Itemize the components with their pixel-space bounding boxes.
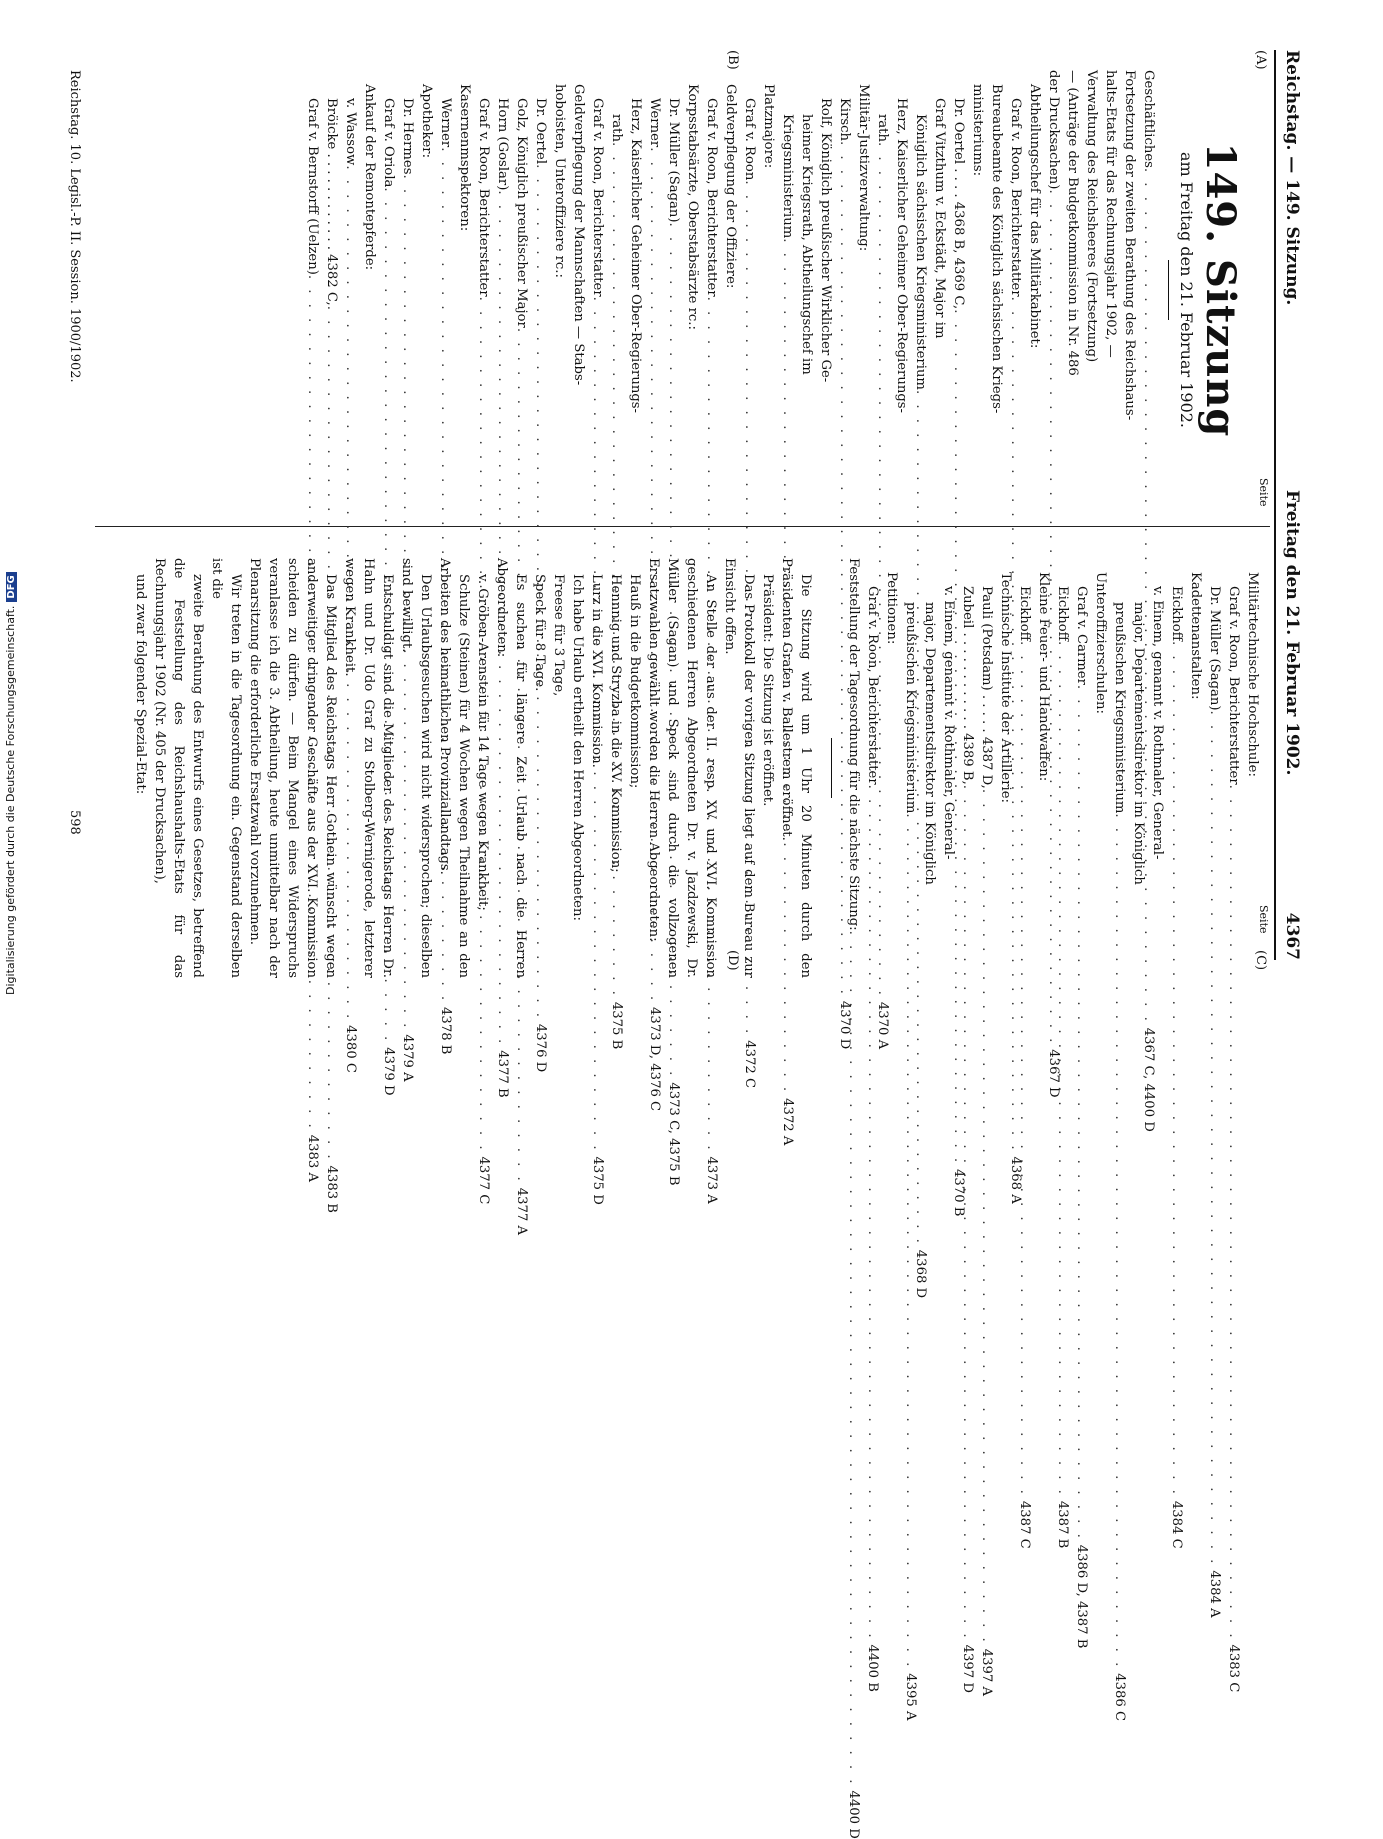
toc-entry-page: 4368 A bbox=[1008, 1156, 1023, 1204]
toc-entry-text: Feststellung der Tagesordnung für die nächste Sitzung: bbox=[846, 558, 861, 931]
proceedings-paragraph: Entschuldigt sind die Mitglieder des Reichstags Herren Dr. Hahn und Dr. Udo Graf zu Stolberg-Wernigerode, letzterer wegen Krankheit. bbox=[342, 558, 395, 978]
toc-leader-dots bbox=[1224, 785, 1243, 1641]
proceedings-paragraph: Lurz in die XVI. Kommission. bbox=[589, 574, 604, 768]
header-title: Reichstag. — 149. Sitzung. bbox=[1282, 50, 1302, 306]
toc-entry-text: Dr. Müller (Sagan) bbox=[666, 98, 681, 223]
toc-entry-text: Geschäftliches bbox=[1141, 70, 1156, 168]
toc-entry-page: 4397 A bbox=[979, 1648, 994, 1696]
proceedings-paragraph: Freese für 3 Tage, bbox=[551, 574, 566, 697]
toc-entry-text: Graf v. Roon, Berichterstatter bbox=[590, 98, 605, 297]
toc-entry: Bureaubeamte des Königlich sächsischen Kriegs- bbox=[989, 84, 1004, 414]
toc-entry-text: Golz, Königlich preußischer Major bbox=[514, 98, 529, 328]
toc-leader-dots bbox=[844, 931, 863, 1787]
toc-entry: Militär-Justizverwaltung: bbox=[856, 84, 871, 252]
toc-entry bbox=[977, 558, 996, 1696]
toc-entry-text: Dr. Oertel . . . . 4368 B, 4369 C, bbox=[951, 98, 966, 310]
toc-entry-text: rath bbox=[609, 114, 624, 142]
toc-entry: Ankauf der Remontepferde: bbox=[362, 84, 377, 271]
toc-leader-dots bbox=[1110, 813, 1129, 1669]
toc-entry-text: rath bbox=[875, 114, 890, 142]
dfg-logo: DFG bbox=[6, 572, 17, 601]
toc-entry-text: Eickhoff bbox=[1169, 586, 1184, 642]
toc-entry bbox=[740, 70, 759, 1089]
toc-entry-text: Dr. Hermes bbox=[400, 98, 415, 175]
toc-entry bbox=[1224, 558, 1243, 1693]
toc-entry bbox=[303, 70, 322, 1183]
toc-entry-page: 4397 D bbox=[960, 1644, 975, 1693]
title-rule bbox=[1168, 260, 1169, 320]
toc-entry: halts-Etats für das Rechnungsjahr 1902, — bbox=[1103, 70, 1118, 358]
toc-entry: Technische Institute der Artillerie: bbox=[998, 572, 1013, 803]
toc-leader-dots bbox=[1072, 685, 1091, 1541]
toc-entry bbox=[863, 558, 882, 1692]
footer-page-number: 598 bbox=[67, 810, 82, 835]
toc-leader-dots bbox=[1053, 641, 1072, 1497]
proceedings-paragraph: Es suchen für längere Zeit Urlaub nach die Herren Abgeordneten: bbox=[494, 558, 528, 978]
toc-entry-text: Horn (Goslar) bbox=[495, 98, 510, 191]
toc-entry: Platzmajore: bbox=[761, 84, 776, 169]
toc-entry-page: 4367 C, 4400 D bbox=[1141, 1027, 1156, 1132]
digitization-note bbox=[4, 572, 17, 995]
toc-entry-text: preußischen Kriegsministerium bbox=[1112, 602, 1127, 814]
toc-entry-text: Dr. Müller (Sagan) bbox=[1207, 586, 1222, 711]
toc-entry-page: 4383 B bbox=[324, 1165, 339, 1213]
proceedings-paragraph: Das Mitglied des Reichstags Herr Gothein wünscht wegen anderweitiger dringender Geschäfte aus der XVI. Kommission scheiden zu dürfen. — Beim Mangel eines Widerspruchs veranlasse ich die 3. Abtheilung, heute unmittelbar nach der Plenarsitzung die erforderliche Ersatzwahl vorzunehmen. bbox=[247, 558, 338, 978]
toc-entry-text: Graf v. Oriola bbox=[381, 98, 396, 188]
toc-entry: v. Einem, genannt v. Rothmaler, General- bbox=[1150, 586, 1165, 860]
toc-entry-page: 4373 A bbox=[704, 1156, 719, 1204]
toc-leader-dots bbox=[901, 813, 920, 1669]
toc-entry: Herz, Kaiserlicher Geheimer Ober-Regierungs- bbox=[894, 98, 909, 413]
toc-entry-text: preußischen Kriegsministerium bbox=[903, 602, 918, 814]
toc-entry bbox=[341, 70, 360, 1073]
toc-leader-dots bbox=[977, 789, 996, 1645]
toc-entry-text: der Drucksachen) bbox=[1046, 70, 1061, 190]
toc-entry-text: Dr. Oertel bbox=[533, 98, 548, 165]
toc-entry-page: 4383 A bbox=[305, 1134, 320, 1183]
header-page-number: 4367 bbox=[1282, 912, 1302, 960]
toc-entry-text: Bröicke . . . . . . . . . . . . 4382 C, bbox=[324, 98, 339, 306]
toc-entry-text: Eickhoff bbox=[1017, 586, 1032, 642]
proceedings-paragraph: Hennnig und Stryzba in die XV. Kommission; bbox=[608, 574, 623, 873]
toc-entry-text: Kriegsministerium bbox=[780, 114, 795, 239]
toc-entry: Kleine Feuer- und Handwaffen: bbox=[1036, 572, 1051, 782]
toc-entry: Verwaltung des Reichsheeres (Fortsetzung) bbox=[1084, 70, 1099, 363]
toc-entry bbox=[1205, 558, 1224, 1618]
toc-entry-page: 4372 C bbox=[742, 1040, 757, 1089]
toc-entry bbox=[702, 70, 721, 1204]
toc-entry-page: 4387 C bbox=[1017, 1500, 1032, 1549]
toc-entry: Militärtechnische Hochschule: bbox=[1245, 572, 1260, 777]
toc-entry: major, Departementsdirektor im Königlich bbox=[1131, 602, 1146, 885]
toc-entry-page: 4379 A bbox=[400, 1034, 415, 1082]
toc-entry: Graf Vitzthum v. Eckstädt, Major im bbox=[932, 98, 947, 339]
toc-entry-text: Graf v. Roon, Berichterstatter bbox=[1008, 98, 1023, 297]
toc-entry-text: Königlich sächsischen Kriegsministerium bbox=[913, 114, 928, 390]
toc-entry-text: Kirsch bbox=[837, 98, 852, 142]
seite-label-right: Seite bbox=[1257, 905, 1270, 934]
proceedings-paragraph: Schulze (Steinen) für 4 Wochen wegen Theilnahme an den Arbeiten des heimathlichen Provinziallandtags. bbox=[437, 558, 471, 978]
toc-leader-dots bbox=[958, 785, 977, 1641]
toc-entry: Herz, Kaiserlicher Geheimer Ober-Regierungs- bbox=[628, 98, 643, 413]
toc-entry-text: Pauli (Potsdam) . . . . . 4387 D, bbox=[979, 586, 994, 789]
proceedings-paragraph: Die Sitzung wird um 1 Uhr 20 Minuten durch den Präsidenten Grafen v. Ballestrem eröffnet. bbox=[779, 558, 813, 978]
toc-entry bbox=[512, 70, 531, 1235]
toc-entry-text: Graf v. Roon, Berichterstatter bbox=[476, 98, 491, 297]
toc-entry: ministeriums: bbox=[970, 84, 985, 177]
footer-imprint: Reichstag. 10. Legisl.-P. II. Session. 1900/1902. bbox=[67, 70, 82, 383]
toc-entry bbox=[664, 70, 683, 1186]
proceedings-paragraph: Präsident: Die Sitzung ist eröffnet. bbox=[760, 574, 775, 807]
toc-entry: hoboisten, Unteroffiziere rc.: bbox=[552, 84, 567, 278]
toc-entry-text: Werner bbox=[647, 98, 662, 148]
proceedings-paragraph: zweite Berathung des Entwurfs eines Gesetzes, betreffend die Feststellung des Reichshaushalts-Etats für das Rechnungsjahr 1902 (Nr. 405 der Drucksachen), bbox=[152, 558, 205, 978]
toc-entry-page: 4380 C bbox=[343, 1025, 358, 1073]
proceedings-paragraph: Wir treten in die Tagesordnung ein. Gegenstand derselben ist die bbox=[209, 558, 243, 978]
toc-entry-text: Zubeil . . . . . . . . . . . . 4389 B, bbox=[960, 586, 975, 785]
seite-label-left: Seite bbox=[1257, 478, 1270, 507]
toc-entry-page: 4395 A bbox=[903, 1673, 918, 1721]
proceedings-paragraph: Den Urlaubsgesuchen wird nicht widersprochen; dieselben sind bewilligt. bbox=[399, 558, 433, 978]
toc-entry-page: 4377 A bbox=[514, 1187, 529, 1235]
toc-leader-dots bbox=[1205, 711, 1224, 1567]
toc-entry: Abtheilungschef für das Militärkabinet: bbox=[1027, 84, 1042, 349]
margin-mark-c: (C) bbox=[1253, 950, 1268, 971]
toc-entry: — (Anträge der Budgetkommission in Nr. 486 bbox=[1065, 70, 1080, 376]
toc-entry bbox=[322, 70, 341, 1213]
toc-entry-text: Werner bbox=[438, 98, 453, 148]
toc-entry-page: 4370 D bbox=[837, 1000, 852, 1050]
digitization-text: Digitalisierung gefördert durch die Deutsche Forschungsgemeinschaft. bbox=[4, 605, 17, 995]
toc-entry: Apotheker: bbox=[419, 84, 434, 159]
toc-entry-text: Graf v. Roon bbox=[742, 98, 757, 181]
margin-mark-d: (D) bbox=[725, 950, 740, 971]
toc-entry-page: 4377 C bbox=[476, 1156, 491, 1205]
proceedings-paragraph: Das Protokoll der vorigen Sitzung liegt auf dem Bureau zur Einsicht offen. bbox=[722, 558, 756, 978]
toc-entry: Petitionen: bbox=[884, 572, 899, 645]
session-subtitle: am Freitag den 21. Februar 1902. bbox=[1177, 151, 1196, 429]
toc-leader-dots bbox=[1015, 641, 1034, 1497]
toc-entry: v. Einem, genannt v. Rothmaler, General- bbox=[941, 586, 956, 860]
toc-entry-page: 4367 D bbox=[1046, 1049, 1061, 1098]
toc-leader-dots bbox=[1167, 641, 1186, 1497]
toc-entry: Kadettenanstalten: bbox=[1188, 572, 1203, 700]
toc-entry-text: Graf v. Roon, Berichterstatter bbox=[1226, 586, 1241, 785]
toc-entry bbox=[645, 70, 664, 1112]
toc-leader-dots bbox=[863, 785, 882, 1641]
proceedings-paragraph: Speck für 8 Tage. bbox=[532, 574, 547, 692]
toc-entry-page: 4400 B bbox=[865, 1644, 880, 1692]
toc-entry: Kasernenmspektoren: bbox=[457, 84, 472, 232]
toc-entry bbox=[1110, 558, 1129, 1722]
toc-entry-text: Graf v. Roon, Berichterstatter bbox=[704, 98, 719, 297]
toc-entry-page: 4370 A bbox=[875, 1001, 890, 1050]
toc-entry-page: 4375 B bbox=[609, 1001, 624, 1050]
margin-mark-a: (A) bbox=[1253, 50, 1268, 70]
toc-entry: Geldverpflegung der Mannschaften — Stabs- bbox=[571, 84, 586, 386]
toc-entry-page: 4386 C bbox=[1112, 1673, 1127, 1722]
toc-entry bbox=[379, 70, 398, 1096]
proceedings-paragraph: Hauß in die Budgetkommission; bbox=[627, 574, 642, 789]
toc-entry: Fortsetzung der zweiten Berathung des Reichshaus- bbox=[1122, 70, 1137, 421]
toc-entry-page: 4386 D, 4387 B bbox=[1074, 1544, 1089, 1649]
toc-entry-text: Graf v. Carmer bbox=[1074, 586, 1089, 685]
proceedings-paragraph: Ich habe Urlaub ertheilt den Herren Abgeordneten: bbox=[570, 574, 585, 921]
section-rule bbox=[831, 738, 832, 798]
toc-entry: heimer Kriegsrath, Abtheilungschef im bbox=[799, 114, 814, 375]
toc-entry: Korpsstabsärzte, Oberstabsärzte rc.: bbox=[685, 84, 700, 330]
toc-entry-page: 4373 C, 4375 B bbox=[666, 1082, 681, 1186]
toc-entry-page: 4400 D bbox=[846, 1790, 861, 1839]
header-date: Freitag den 21. Februar 1902. bbox=[1282, 490, 1302, 776]
toc-entry-page: 4372 A bbox=[780, 1098, 795, 1146]
toc-entry bbox=[1072, 558, 1091, 1649]
running-header bbox=[1274, 50, 1302, 960]
toc-entry: Unteroffizierschulen: bbox=[1093, 572, 1108, 714]
proceedings-paragraph: An Stelle der aus der II. resp. XV. und XVI. Kommission geschiedenen Herren Abgeordneten Dr. v. Jazdzewski, Dr. Müller (Sagan) und Speck sind durch die vollzogenen Ersatzwahlen gewählt worden die Herren Abgeordneten: bbox=[646, 558, 718, 978]
toc-entry-page: 4375 D bbox=[590, 1156, 605, 1205]
margin-mark-b: (B) bbox=[725, 50, 740, 70]
toc-entry-page: 4379 D bbox=[381, 1047, 396, 1096]
toc-entry: major, Departementsdirektor im Königlich bbox=[922, 602, 937, 885]
toc-entry-page: 4383 C bbox=[1226, 1644, 1241, 1693]
toc-entry bbox=[901, 558, 920, 1721]
toc-entry-page: 4373 D, 4376 C bbox=[647, 1007, 662, 1112]
toc-entry-page: 4387 B bbox=[1055, 1500, 1070, 1549]
toc-entry-page: 4376 D bbox=[533, 1023, 548, 1073]
toc-entry-page: 4370 B bbox=[951, 1169, 966, 1217]
toc-entry-page: 4368 D bbox=[913, 1249, 928, 1299]
proceedings-paragraph: und zwar folgender Spezial-Etat: bbox=[133, 574, 148, 795]
toc-entry bbox=[1167, 558, 1186, 1549]
toc-entry-page: 4384 C bbox=[1169, 1500, 1184, 1549]
toc-entry: Rolf, Königlich preußischer Wirklicher Ge- bbox=[818, 98, 833, 383]
proceedings-paragraph: v. Gröben-Arenstein für 14 Tage wegen Krankheit; bbox=[475, 574, 490, 911]
toc-entry-page: 4384 A bbox=[1207, 1570, 1222, 1618]
toc-entry-page: 4377 B bbox=[495, 1050, 510, 1098]
toc-entry-text: Graf v. Bernstorff (Uelzen) bbox=[305, 98, 320, 275]
proceedings-text bbox=[131, 558, 815, 978]
toc-entry-page: 4378 B bbox=[438, 1007, 453, 1055]
toc-entry: Geldverpflegung der Offiziere: bbox=[723, 84, 738, 289]
toc-entry-text: Graf v. Roon, Berichterstatter bbox=[865, 586, 880, 785]
session-title: 149. Sitzung bbox=[1197, 142, 1244, 438]
toc-entry-text: v. Wassow bbox=[343, 98, 358, 166]
toc-entry-text: Eickhoff bbox=[1055, 586, 1070, 642]
